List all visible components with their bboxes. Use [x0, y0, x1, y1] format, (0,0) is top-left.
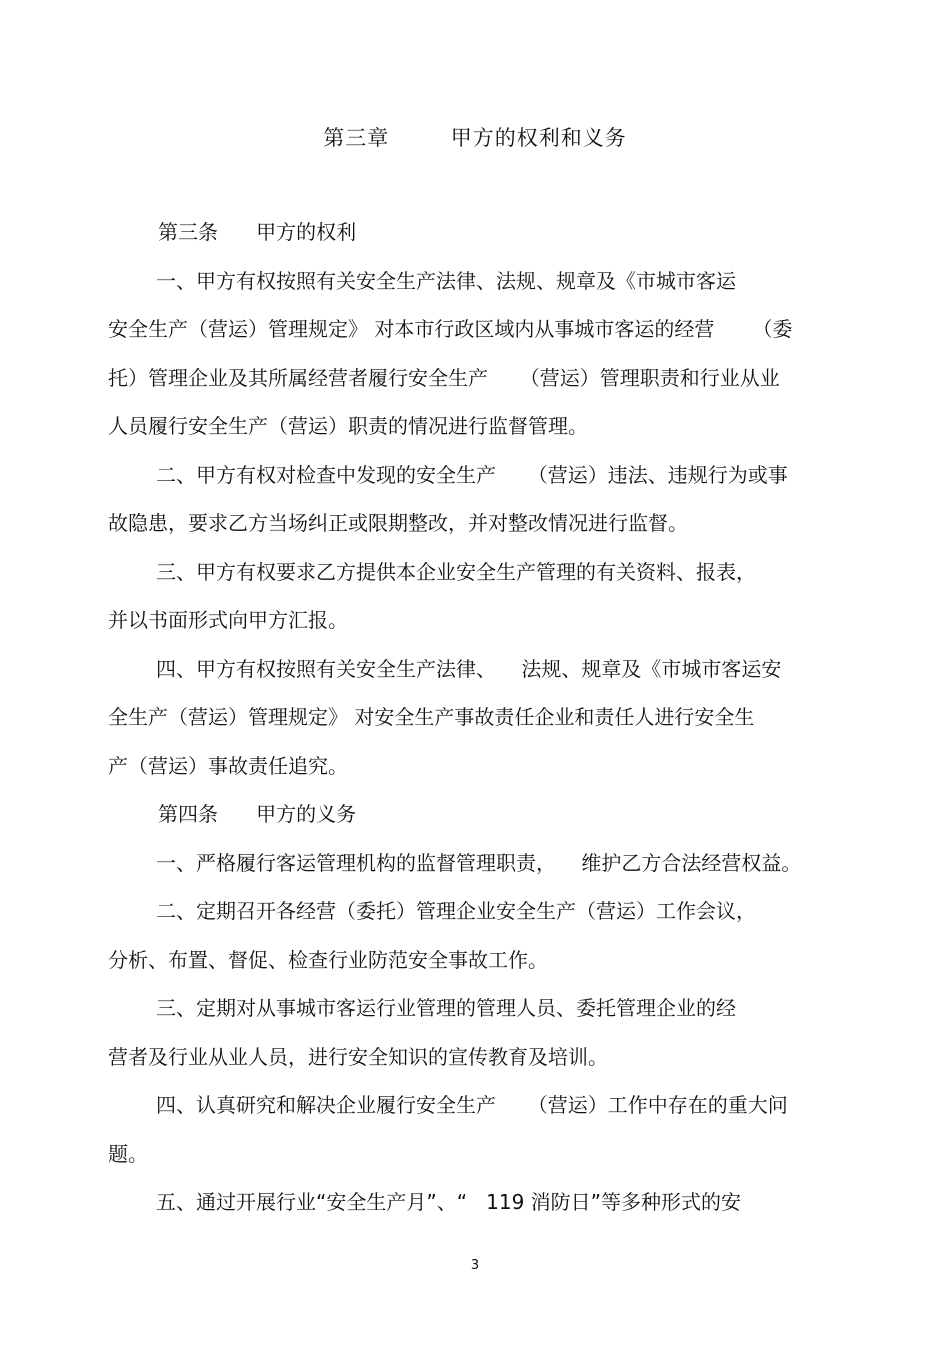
chapter-title: 第三章 甲方的权利和义务 [323, 126, 627, 150]
text-line: 五、通过开展行业“安全生产月”、“ 119 消防日”等多种形式的安 [156, 1190, 742, 1214]
text-line: 四、认真研究和解决企业履行安全生产 （营运）工作中存在的重大问 [156, 1093, 788, 1117]
text-line: 分析、布置、督促、检查行业防范安全事故工作。 [108, 947, 548, 972]
page-number: 3 [470, 1258, 480, 1273]
text-line: 并以书面形式向甲方汇报。 [108, 608, 348, 632]
text-line: 题。 [108, 1141, 148, 1166]
text-line: 一、甲方有权按照有关安全生产法律、法规、规章及《市城市客运 [156, 268, 736, 293]
text-line: 人员履行安全生产（营运）职责的情况进行监督管理。 [108, 414, 588, 438]
body-text [108, 208, 838, 1227]
text-line: 安全生产（营运）管理规定》 对本市行政区域内从事城市客运的经营 （委 [108, 317, 793, 341]
article-heading: 第四条 甲方的义务 [158, 802, 357, 826]
text-line: 故隐患，要求乙方当场纠正或限期整改，并对整改情况进行监督。 [108, 511, 688, 535]
text-line: 二、定期召开各经营（委托）管理企业安全生产（营运）工作会议， [156, 899, 756, 923]
article-heading: 第三条 甲方的权利 [158, 220, 357, 244]
text-line: 三、甲方有权要求乙方提供本企业安全生产管理的有关资料、报表， [156, 559, 756, 584]
text-line: 托）管理企业及其所属经营者履行安全生产 （营运）管理职责和行业从业 [108, 365, 780, 390]
text-line: 全生产（营运）管理规定》 对安全生产事故责任企业和责任人进行安全生 [108, 705, 755, 729]
text-line: 三、定期对从事城市客运行业管理的管理人员、委托管理企业的经 [156, 996, 736, 1020]
text-line: 四、甲方有权按照有关安全生产法律、 法规、规章及《市城市客运安 [156, 656, 782, 681]
text-line: 一、严格履行客运管理机构的监督管理职责， 维护乙方合法经营权益。 [156, 850, 802, 875]
text-line: 产（营运）事故责任追究。 [108, 753, 348, 778]
text-line: 二、甲方有权对检查中发现的安全生产 （营运）违法、违规行为或事 [156, 462, 788, 487]
text-line: 营者及行业从业人员，进行安全知识的宣传教育及培训。 [108, 1044, 608, 1069]
